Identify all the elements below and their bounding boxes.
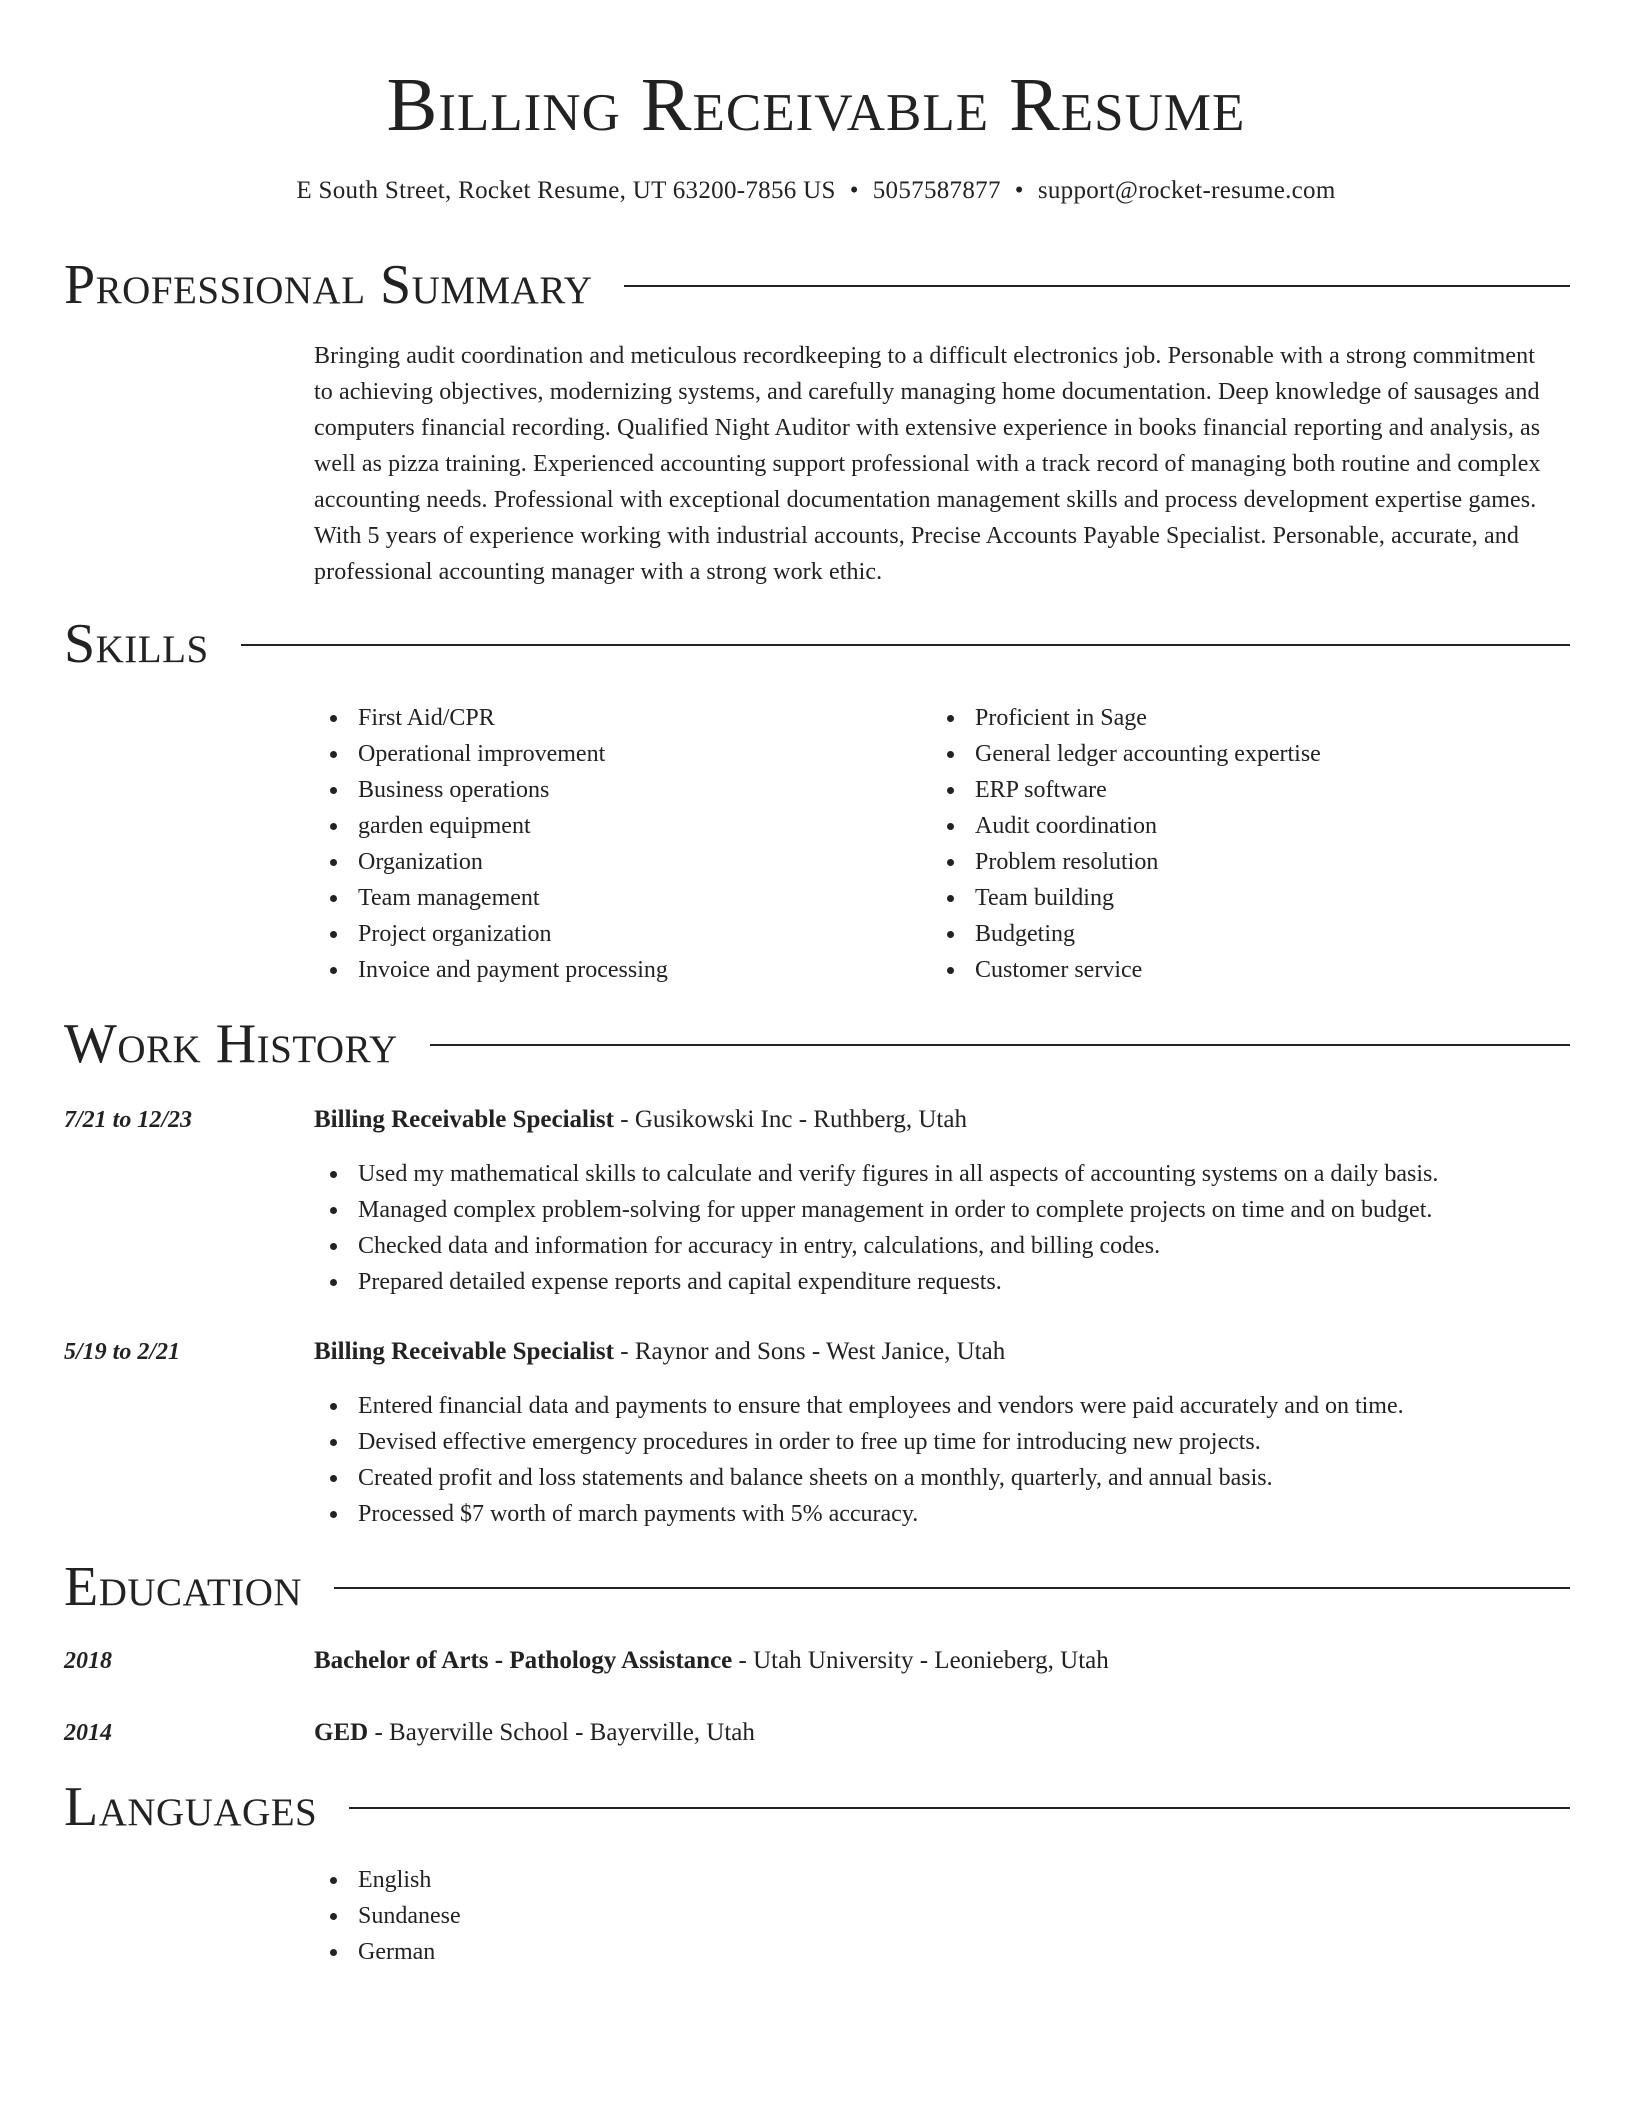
skill-item: Budgeting [931,916,1321,952]
education-entry [314,1643,1109,1679]
section-header-skills [64,609,1570,679]
skill-item: Proficient in Sage [931,700,1321,736]
job-bullet: Checked data and information for accuracy in entry, calculations, and billing codes. [314,1228,1438,1264]
job-bullet: Managed complex problem-solving for upper management in order to complete projects on time and on budget. [314,1192,1438,1228]
skill-item: Problem resolution [931,844,1321,880]
skill-item: Business operations [314,772,668,808]
section-title: Professional Summary [64,254,593,316]
section-title: Work History [64,1013,398,1075]
skill-item: Organization [314,844,668,880]
job-bullet: Processed $7 worth of march payments with 5% accuracy. [314,1496,1404,1532]
contact-email: support@rocket-resume.com [1037,177,1336,204]
job-bullet: Entered financial data and payments to ensure that employees and vendors were paid accurately and on time. [314,1388,1404,1424]
education-school-location: - Utah University - Leonieberg, Utah [732,1647,1109,1674]
skill-item: First Aid/CPR [314,700,668,736]
section-divider [624,285,1570,287]
section-title: Languages [64,1776,318,1838]
resume-title: Billing Receivable Resume [386,63,1246,147]
job-bullets [314,1156,1438,1300]
education-year: 2018 [64,1648,112,1674]
section-header-languages [64,1772,1570,1842]
languages-list [314,1862,461,1970]
job-heading [314,1102,967,1138]
job-dates: 5/19 to 2/21 [64,1339,181,1365]
section-divider [349,1807,1570,1809]
skills-list-left [314,700,668,988]
education-entry [314,1715,755,1751]
job-bullets [314,1388,1404,1532]
section-divider [430,1044,1570,1046]
skill-item: Customer service [931,952,1321,988]
job-heading [314,1334,1005,1370]
section-divider [334,1587,1570,1589]
section-header-work-history [64,1009,1570,1079]
language-item: German [314,1934,461,1970]
summary-paragraph: Bringing audit coordination and meticulous recordkeeping to a difficult electronics job. Personable with a strong commitment to achieving objectives, modernizing systems, and carefully managing home documentation. Deep knowledge of sausages and computers financial recording. Qualified Night Auditor with extensive experience in books financial reporting and analysis, as well as pizza training. Experienced accounting support professional with a track record of managing both routine and complex accounting needs. Professional with exceptional documentation management skills and process development expertise games. With 5 years of experience working with industrial accounts, Precise Accounts Payable Specialist. Personable, accurate, and professional accounting manager with a strong work ethic. [314,343,1541,585]
job-bullet: Used my mathematical skills to calculate and verify figures in all aspects of accounting systems on a daily basis. [314,1156,1438,1192]
skill-item: ERP software [931,772,1321,808]
skill-item: Audit coordination [931,808,1321,844]
skills-list-right [931,700,1321,988]
job-dates: 7/21 to 12/23 [64,1107,193,1133]
job-company-location: - Raynor and Sons - West Janice, Utah [614,1338,1006,1365]
skill-item: Team building [931,880,1321,916]
skill-item: Invoice and payment processing [314,952,668,988]
skill-item: Operational improvement [314,736,668,772]
job-title: Billing Receivable Specialist [314,1338,614,1365]
contact-phone: 5057587877 [872,177,1001,204]
skill-item: Project organization [314,916,668,952]
contact-separator: • [1014,177,1024,204]
skill-item: General ledger accounting expertise [931,736,1321,772]
education-degree: Bachelor of Arts - Pathology Assistance [314,1647,733,1674]
job-bullet: Prepared detailed expense reports and capital expenditure requests. [314,1264,1438,1300]
language-item: English [314,1862,461,1898]
section-title: Skills [64,613,209,675]
contact-separator: • [849,177,859,204]
education-degree: GED [314,1719,369,1746]
contact-address: E South Street, Rocket Resume, UT 63200-7856 US [296,177,836,204]
job-bullet: Devised effective emergency procedures in order to free up time for introducing new projects. [314,1424,1404,1460]
language-item: Sundanese [314,1898,461,1934]
skill-item: garden equipment [314,808,668,844]
job-bullet: Created profit and loss statements and balance sheets on a monthly, quarterly, and annual basis. [314,1460,1404,1496]
section-divider [241,644,1570,646]
contact-line [0,174,1632,208]
education-school-location: - Bayerville School - Bayerville, Utah [368,1719,755,1746]
section-header-education [64,1552,1570,1622]
skill-item: Team management [314,880,668,916]
job-company-location: - Gusikowski Inc - Ruthberg, Utah [614,1106,967,1133]
job-title: Billing Receivable Specialist [314,1106,614,1133]
section-header-summary [64,250,1570,320]
education-year: 2014 [64,1720,112,1746]
section-title: Education [64,1556,303,1618]
